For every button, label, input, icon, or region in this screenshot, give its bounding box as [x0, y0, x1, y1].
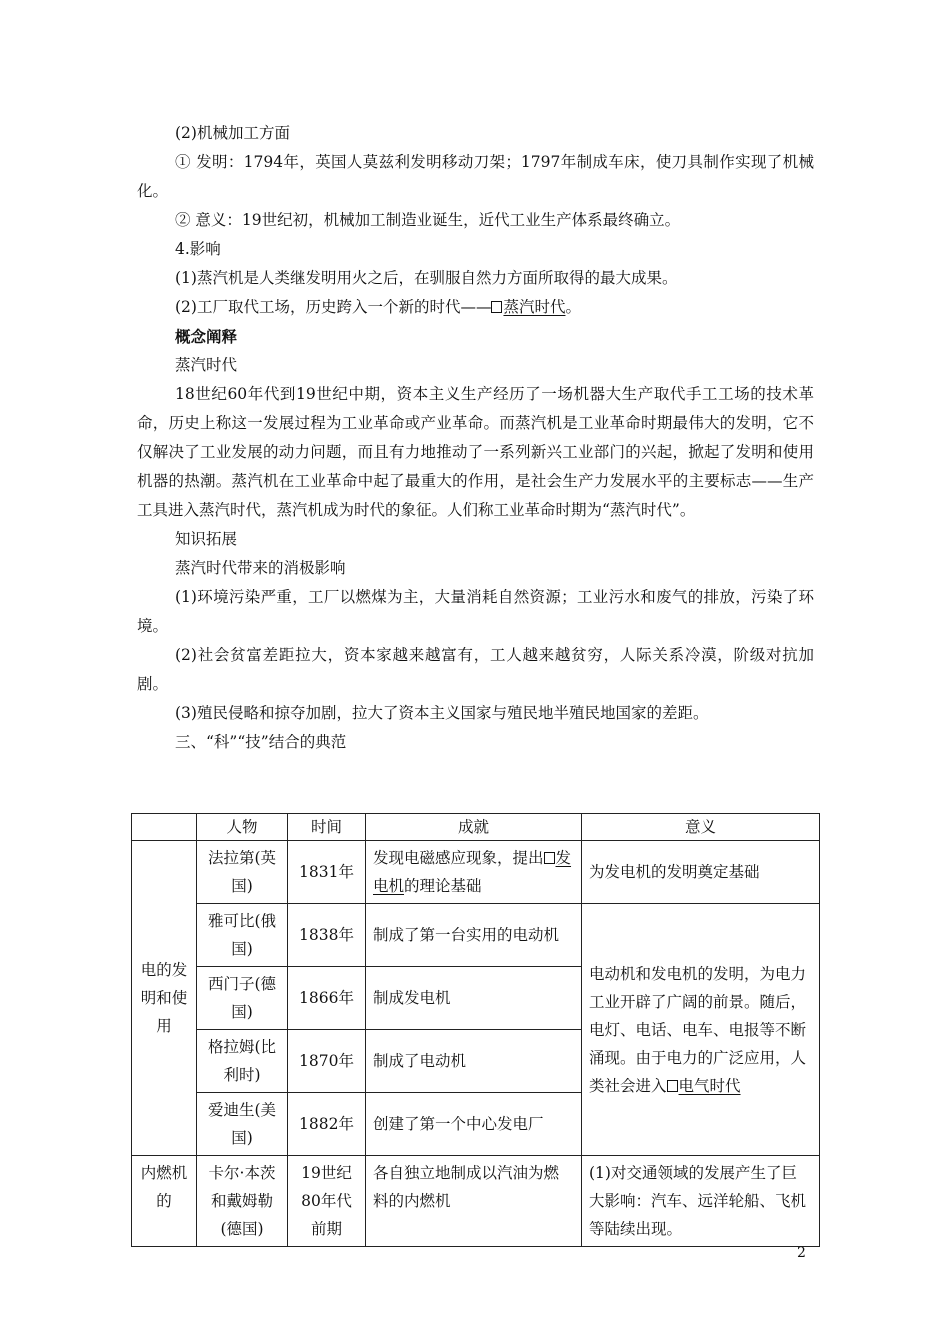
table-header-cell: 人物 [197, 814, 288, 841]
paragraph-impact-1: (1)蒸汽机是人类继发明用火之后，在驯服自然力方面所取得的最大成果。 [175, 269, 678, 287]
table-header-cell: 时间 [288, 814, 366, 841]
person-cell: 法拉第(英国) [197, 841, 288, 904]
achievement-cell: 创建了第一个中心发电厂 [366, 1093, 582, 1156]
paragraph-invention: ① 发明：1794年，英国人莫兹利发明移动刀架；1797年制成车床，使刀具制作实现了机械化。 [137, 153, 814, 200]
concept-term: 蒸汽时代 [175, 356, 238, 374]
blank-box-icon [667, 1080, 678, 1092]
paragraph-significance: ② 意义：19世纪初，机械加工制造业诞生，近代工业生产体系最终确立。 [175, 211, 681, 229]
extension-item-1: (1)环境污染严重，工厂以燃煤为主，大量消耗自然资源；工业污水和废气的排放，污染了环境。 [137, 588, 814, 635]
answer-generator-text: 发电机 [373, 849, 572, 895]
table-header-cell: 意义 [582, 814, 820, 841]
page-number: 2 [797, 1245, 806, 1261]
time-cell: 1838年 [288, 904, 366, 967]
achievement-cell [366, 841, 582, 904]
achievement-cell: 制成了第一台实用的电动机 [366, 904, 582, 967]
achievement-cell: 制成发电机 [366, 967, 582, 1030]
impact-2-text: (2)工厂取代工场，历史跨入一个新的时代—— [175, 298, 492, 316]
person-cell: 西门子(德国) [197, 967, 288, 1030]
achievement-text: 发现电磁感应现象，提出 [373, 849, 544, 867]
extension-item-2: (2)社会贫富差距拉大，资本家越来越富有，工人越来越贫穷，人际关系冷漠，阶级对抗加剧。 [137, 646, 814, 693]
section-three-heading: 三、“科”“技”结合的典范 [175, 733, 347, 751]
person-cell: 卡尔·本茨和戴姆勒(德国) [197, 1156, 288, 1247]
time-cell: 1866年 [288, 967, 366, 1030]
answer-electric-age [667, 1077, 741, 1095]
impact-2-end: 。 [565, 298, 581, 316]
meaning-cell: (1)对交通领域的发展产生了巨大影响：汽车、远洋轮船、飞机等陆续出现。 [582, 1156, 820, 1247]
table-row [132, 841, 820, 904]
subheading-machining: (2)机械加工方面 [175, 124, 290, 142]
answer-electric-age-text: 电气时代 [678, 1076, 741, 1095]
extension-title: 知识拓展 [175, 530, 238, 548]
concept-title: 概念阐释 [175, 327, 238, 346]
table-row [132, 1156, 820, 1247]
heading-impact: 4.影响 [175, 240, 221, 258]
meaning-cell: 为发电机的发明奠定基础 [582, 841, 820, 904]
group-electricity: 电的发明和使用 [132, 841, 197, 1156]
paragraph-impact-2 [137, 293, 814, 322]
invention-table [131, 813, 820, 1247]
time-cell: 1870年 [288, 1030, 366, 1093]
table-header-cell: 成就 [366, 814, 582, 841]
achievement-text-end: 的理论基础 [404, 877, 482, 895]
time-cell: 1831年 [288, 841, 366, 904]
meaning-cell-electric-age [582, 904, 820, 1156]
table-header-cell [132, 814, 197, 841]
extension-term: 蒸汽时代带来的消极影响 [175, 559, 346, 577]
body-text [137, 119, 814, 757]
blank-box-icon [491, 301, 502, 313]
person-cell: 格拉姆(比利时) [197, 1030, 288, 1093]
extension-item-3: (3)殖民侵略和掠夺加剧，拉大了资本主义国家与殖民地半殖民地国家的差距。 [175, 704, 709, 722]
blank-box-icon [544, 852, 555, 864]
concept-body: 18世纪60年代到19世纪中期，资本主义生产经历了一场机器大生产取代手工工场的技术革命，历史上称这一发展过程为工业革命或产业革命。而蒸汽机是工业革命时期最伟大的发明，它不仅解决了工业发展的动力问题，而且有力地推动了一系列新兴工业部门的兴起，掀起了发明和使用机器的热潮。蒸汽机在工业革命中起了最重大的作用，是社会生产力发展水平的主要标志——生产工具进入蒸汽时代，蒸汽机成为时代的象征。人们称工业革命时期为“蒸汽时代”。 [137, 385, 814, 519]
person-cell: 爱迪生(美国) [197, 1093, 288, 1156]
meaning-text: 电动机和发电机的发明，为电力工业开辟了广阔的前景。随后，电灯、电话、电车、电报等不断涌现。由于电力的广泛应用，人类社会进入 [589, 964, 807, 1095]
time-cell: 19世纪80年代前期 [288, 1156, 366, 1247]
achievement-cell: 各自独立地制成以汽油为燃料的内燃机 [366, 1156, 582, 1247]
answer-steam-age [491, 298, 565, 316]
table-header-row [132, 814, 820, 841]
answer-steam-age-text: 蒸汽时代 [503, 298, 566, 316]
achievement-cell: 制成了电动机 [366, 1030, 582, 1093]
time-cell: 1882年 [288, 1093, 366, 1156]
table-row [132, 904, 820, 967]
person-cell: 雅可比(俄国) [197, 904, 288, 967]
group-combustion-engine: 内燃机的 [132, 1156, 197, 1247]
